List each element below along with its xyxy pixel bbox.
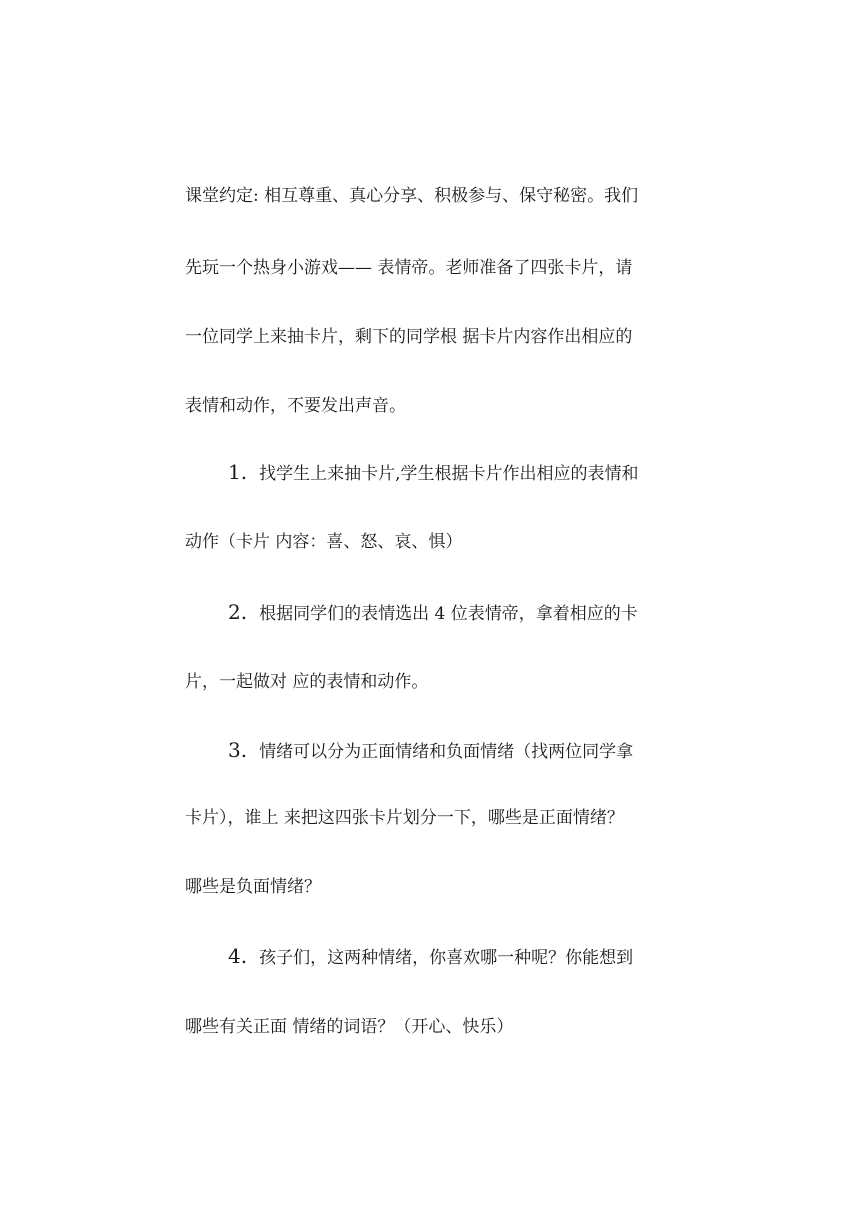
- item-2-continuation-1: 片，一起做对 应的表情和动作。: [185, 672, 429, 692]
- item-text: 情绪可以分为正面情绪和负面情绪（找两位同学拿: [259, 742, 634, 762]
- item-number: 2.: [228, 600, 248, 624]
- intro-line-4: 表情和动作，不要发出声音。: [185, 396, 406, 416]
- intro-line-1: 课堂约定: 相互尊重、真心分享、积极参与、保守秘密。我们: [185, 186, 639, 206]
- item-number: 1.: [228, 460, 248, 484]
- list-item-4: [228, 944, 728, 970]
- item-text: 孩子们，这两种情绪，你喜欢哪一种呢？你能想到: [259, 948, 634, 968]
- item-3-continuation-1: 卡片），谁上 来把这四张卡片划分一下，哪些是正面情绪？: [185, 808, 624, 828]
- item-1-continuation-1: 动作（卡片 内容：喜、怒、哀、惧）: [185, 532, 463, 552]
- intro-line-2: 先玩一个热身小游戏—— 表情帝。老师准备了四张卡片，请: [185, 258, 633, 278]
- item-text: 根据同学们的表情选出 4 位表情帝，拿着相应的卡: [259, 604, 638, 624]
- list-item-1: [228, 460, 728, 486]
- item-text: 找学生上来抽卡片,学生根据卡片作出相应的表情和: [259, 464, 639, 484]
- item-number: 4.: [228, 944, 248, 968]
- item-number: 3.: [228, 738, 248, 762]
- item-4-continuation-1: 哪些有关正面 情绪的词语？（开心、快乐）: [185, 1017, 514, 1037]
- intro-line-3: 一位同学上来抽卡片，剩下的同学根 据卡片内容作出相应的: [185, 327, 633, 347]
- list-item-2: [228, 600, 728, 626]
- item-3-continuation-2: 哪些是负面情绪？: [185, 877, 321, 897]
- list-item-3: [228, 738, 728, 764]
